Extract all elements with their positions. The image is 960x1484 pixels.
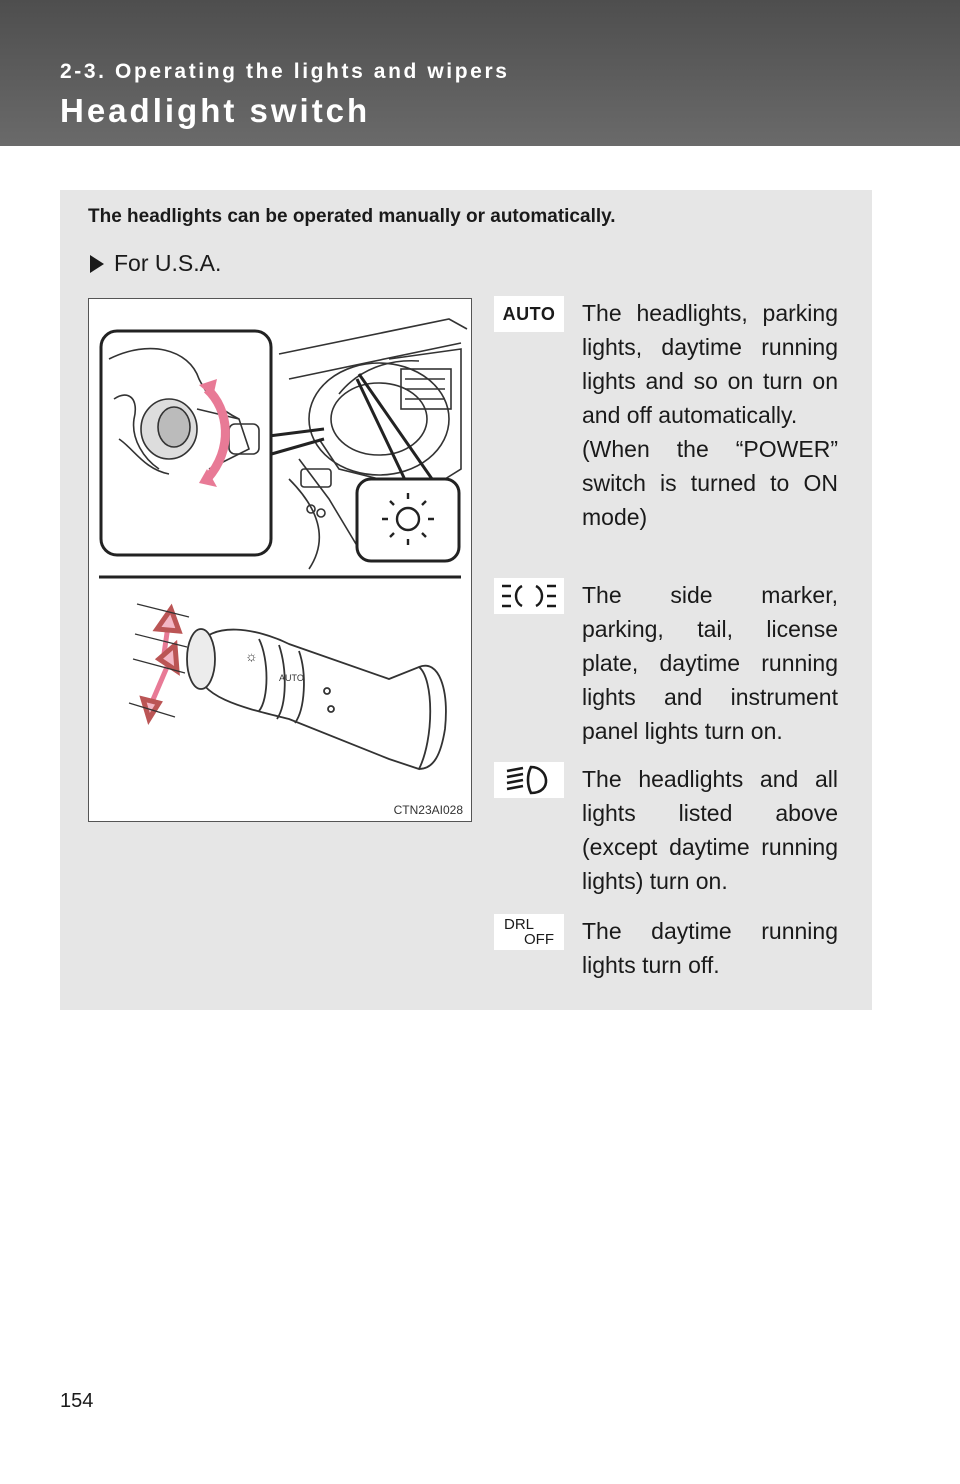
content-panel xyxy=(60,190,872,1010)
figure-code: CTN23AI028 xyxy=(393,803,463,817)
headlight-icon xyxy=(494,762,564,798)
mode-parking xyxy=(494,578,838,748)
headlight-switch-drawing xyxy=(89,299,471,821)
svg-text:AUTO: AUTO xyxy=(279,673,304,683)
auto-icon: AUTO xyxy=(494,296,564,332)
section-label: 2-3. Operating the lights and wipers xyxy=(60,60,510,83)
mode-drl-off-description: The daytime running lights turn off. xyxy=(582,918,838,978)
region-text: For U.S.A. xyxy=(114,250,222,276)
parking-lights-icon xyxy=(494,578,564,614)
chapter-header xyxy=(0,0,960,146)
mode-headlights xyxy=(494,762,838,898)
drl-off-icon: DRL OFF xyxy=(494,914,564,950)
stalk-drawing xyxy=(187,629,446,769)
switch-illustration xyxy=(88,298,472,822)
svg-text:☼: ☼ xyxy=(245,648,258,664)
mode-parking-description: The side marker, parking, tail, license plate, daytime running lights and instrument panel lights turn on. xyxy=(582,582,838,744)
zoom-box-symbol xyxy=(357,479,459,561)
mode-auto xyxy=(494,296,838,534)
mode-drl-off xyxy=(494,914,838,982)
mode-auto-description: The headlights, parking lights, daytime running lights and so on turn on and off automatically. (When the “POWER” switch is turned to ON mode) xyxy=(582,300,838,530)
intro-text: The headlights can be operated manually or automatically. xyxy=(88,206,616,227)
region-label xyxy=(90,250,221,277)
page-number: 154 xyxy=(60,1390,94,1412)
mode-headlights-description: The headlights and all lights listed above (except daytime running lights) turn on. xyxy=(582,766,838,894)
arrow-right-icon xyxy=(90,255,104,273)
page-title: Headlight switch xyxy=(60,92,371,129)
